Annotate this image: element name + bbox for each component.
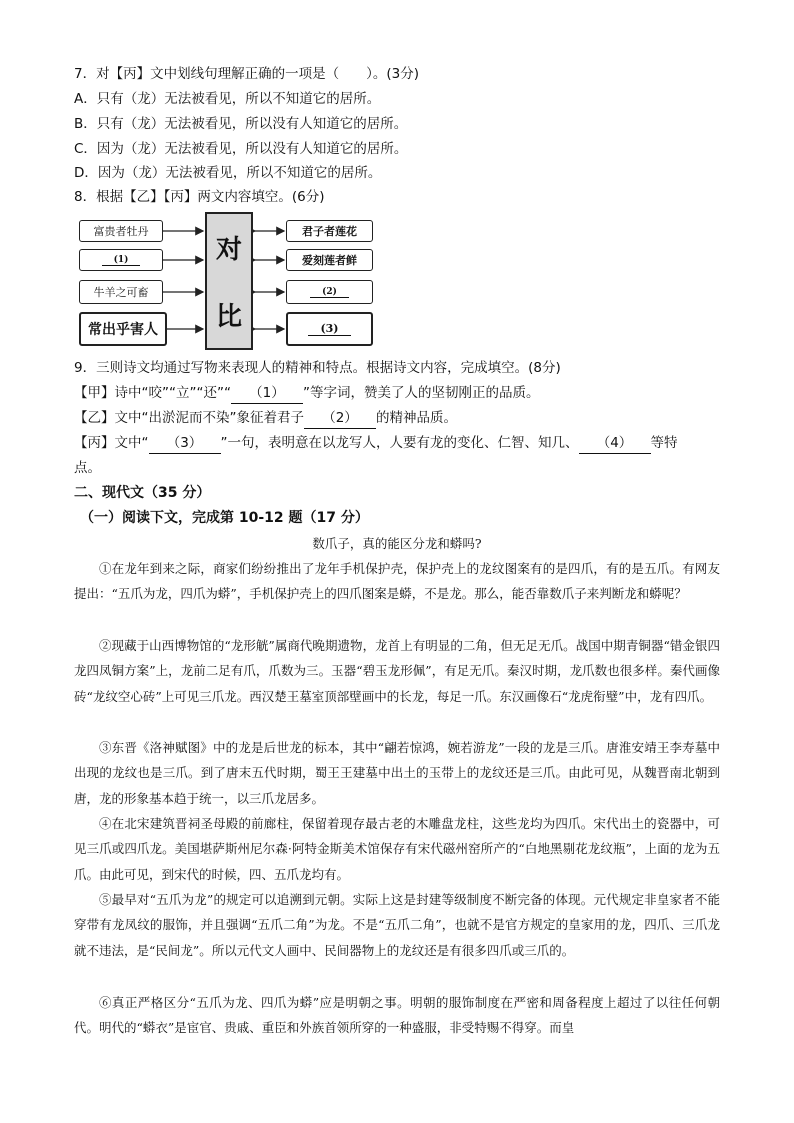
q9-line3-text-a: 【丙】文中“: [74, 435, 149, 451]
left-box-3: 牛羊之可畜: [79, 280, 163, 304]
q7-option-a: A．只有（龙）无法被看见，所以不知道它的居所。: [74, 91, 381, 107]
section-heading: 二、现代文（35 分）: [74, 485, 211, 501]
q9-blank-4: （4）: [579, 433, 651, 454]
left-box-2: [79, 249, 163, 271]
q9-line-1: [74, 383, 539, 404]
q7-option-b: B．只有（龙）无法被看见，所以没有人知道它的居所。: [74, 116, 408, 132]
q9-line-3: [74, 433, 678, 454]
paragraph-3: ③东晋《洛神赋图》中的龙是后世龙的标本，其中“翩若惊鸿，婉若游龙”一段的龙是三爪。唐淮安靖王李寿墓中出现的龙纹也是三爪。到了唐末五代时期，蜀王王建墓中出土的玉带上的龙纹还是三爪。由此可见，从魏晋南北朝到唐，龙的形象基本趋于统一，以三爪龙居多。: [74, 740, 720, 806]
left-box-4: 常出乎害人: [79, 312, 167, 346]
q9-line2-text-b: 的精神品质。: [376, 410, 457, 426]
center-char-top: 对: [215, 235, 242, 265]
paragraph-1: ①在龙年到来之际，商家们纷纷推出了龙年手机保护壳，保护壳上的龙纹图案有的是四爪，有的是五爪。有网友提出：“五爪为龙，四爪为蟒”，手机保护壳上的四爪图案是蟒，不是龙。那么，能否靠数爪子来判断龙和蟒呢？: [74, 561, 720, 602]
q7-option-d: D．因为（龙）无法被看见，所以不知道它的居所。: [74, 165, 382, 181]
left-box-1: 富贵者牡丹: [79, 220, 163, 242]
q9-line3-text-b: ”一句，表明意在以龙写人，人要有龙的变化、仁智、知几、: [220, 435, 579, 451]
q9-line-4: 点。: [74, 460, 101, 476]
center-contrast-box: [205, 212, 253, 350]
q8-stem: 8．根据【乙】【丙】两文内容填空。(6分): [74, 189, 325, 205]
q7-stem: 7．对【丙】文中划线句理解正确的一项是（ ）。(3分): [74, 66, 419, 82]
contrast-diagram: [79, 212, 375, 350]
blank-1: (1): [102, 255, 141, 266]
q9-line-2: [74, 408, 457, 429]
paragraph-6: ⑥真正严格区分“五爪为龙、四爪为蟒”应是明朝之事。明朝的服饰制度在严密和周备程度上超过了以往任何朝代。明代的“蟒衣”是宦官、贵戚、重臣和外族首领所穿的一种盛服，非受特赐不得穿。而皇: [74, 995, 720, 1036]
q9-blank-2: （2）: [304, 408, 376, 429]
blank-3: (3): [308, 322, 350, 336]
article-title: 数爪子，真的能区分龙和蟒吗?: [312, 536, 482, 551]
right-box-3: [286, 280, 373, 304]
q9-line2-text-a: 【乙】文中“出淤泥而不染”象征着君子: [74, 410, 304, 426]
right-box-4: [286, 312, 373, 346]
blank-2: (2): [310, 287, 349, 298]
q9-blank-1: （1）: [231, 383, 303, 404]
center-char-bottom: 比: [215, 302, 242, 332]
q9-line1-text-b: ”等字词，赞美了人的坚韧刚正的品质。: [302, 385, 540, 401]
q9-line3-text-c: 等特: [650, 435, 678, 451]
q9-stem: 9．三则诗文均通过写物来表现人的精神和特点。根据诗文内容，完成填空。(8分): [74, 360, 561, 376]
paragraph-4: ④在北宋建筑晋祠圣母殿的前廊柱，保留着现存最古老的木雕盘龙柱，这些龙均为四爪。宋代出土的瓷器中，可见三爪或四爪龙。美国堪萨斯州尼尔森·阿特金斯美术馆保存有宋代磁州窑所产的“白地黑剔花龙纹瓶”，上面的龙为五爪。由此可见，到宋代的时候，四、五爪龙均有。: [74, 816, 720, 882]
paragraph-5: ⑤最早对“五爪为龙”的规定可以追溯到元朝。实际上这是封建等级制度不断完备的体现。元代规定非皇家者不能穿带有龙凤纹的服饰，并且强调“五爪二角”为龙。不是“五爪二角”，也就不是官方规定的皇家用的龙，四爪、三爪龙就不违法，是“民间龙”。所以元代文人画中、民间器物上的龙纹还是有很多四爪或三爪的。: [74, 892, 720, 958]
right-box-2: 爱刻莲者鲜: [286, 249, 373, 271]
q7-option-c: C．因为（龙）无法被看见，所以没有人知道它的居所。: [74, 141, 408, 157]
paragraph-2: ②现藏于山西博物馆的“龙形觥”属商代晚期遗物，龙首上有明显的二角，但无足无爪。战国中期青铜器“错金银四龙四凤铜方案”上，龙前二足有爪，爪数为三。玉器“碧玉龙形佩”，有足无爪。秦汉时期，龙爪数也很多样。秦代画像砖“龙纹空心砖”上可见三爪龙。西汉楚王墓室顶部壁画中的长龙，每足一爪。东汉画像石“龙虎衔璧”中，龙有四爪。: [74, 638, 720, 704]
right-box-1: 君子者莲花: [286, 220, 373, 242]
q9-line1-text-a: 【甲】诗中“咬”“立”“还”“: [74, 385, 231, 401]
subsection-heading: （一）阅读下文，完成第 10-12 题（17 分）: [80, 510, 369, 526]
q9-blank-3: （3）: [149, 433, 221, 454]
